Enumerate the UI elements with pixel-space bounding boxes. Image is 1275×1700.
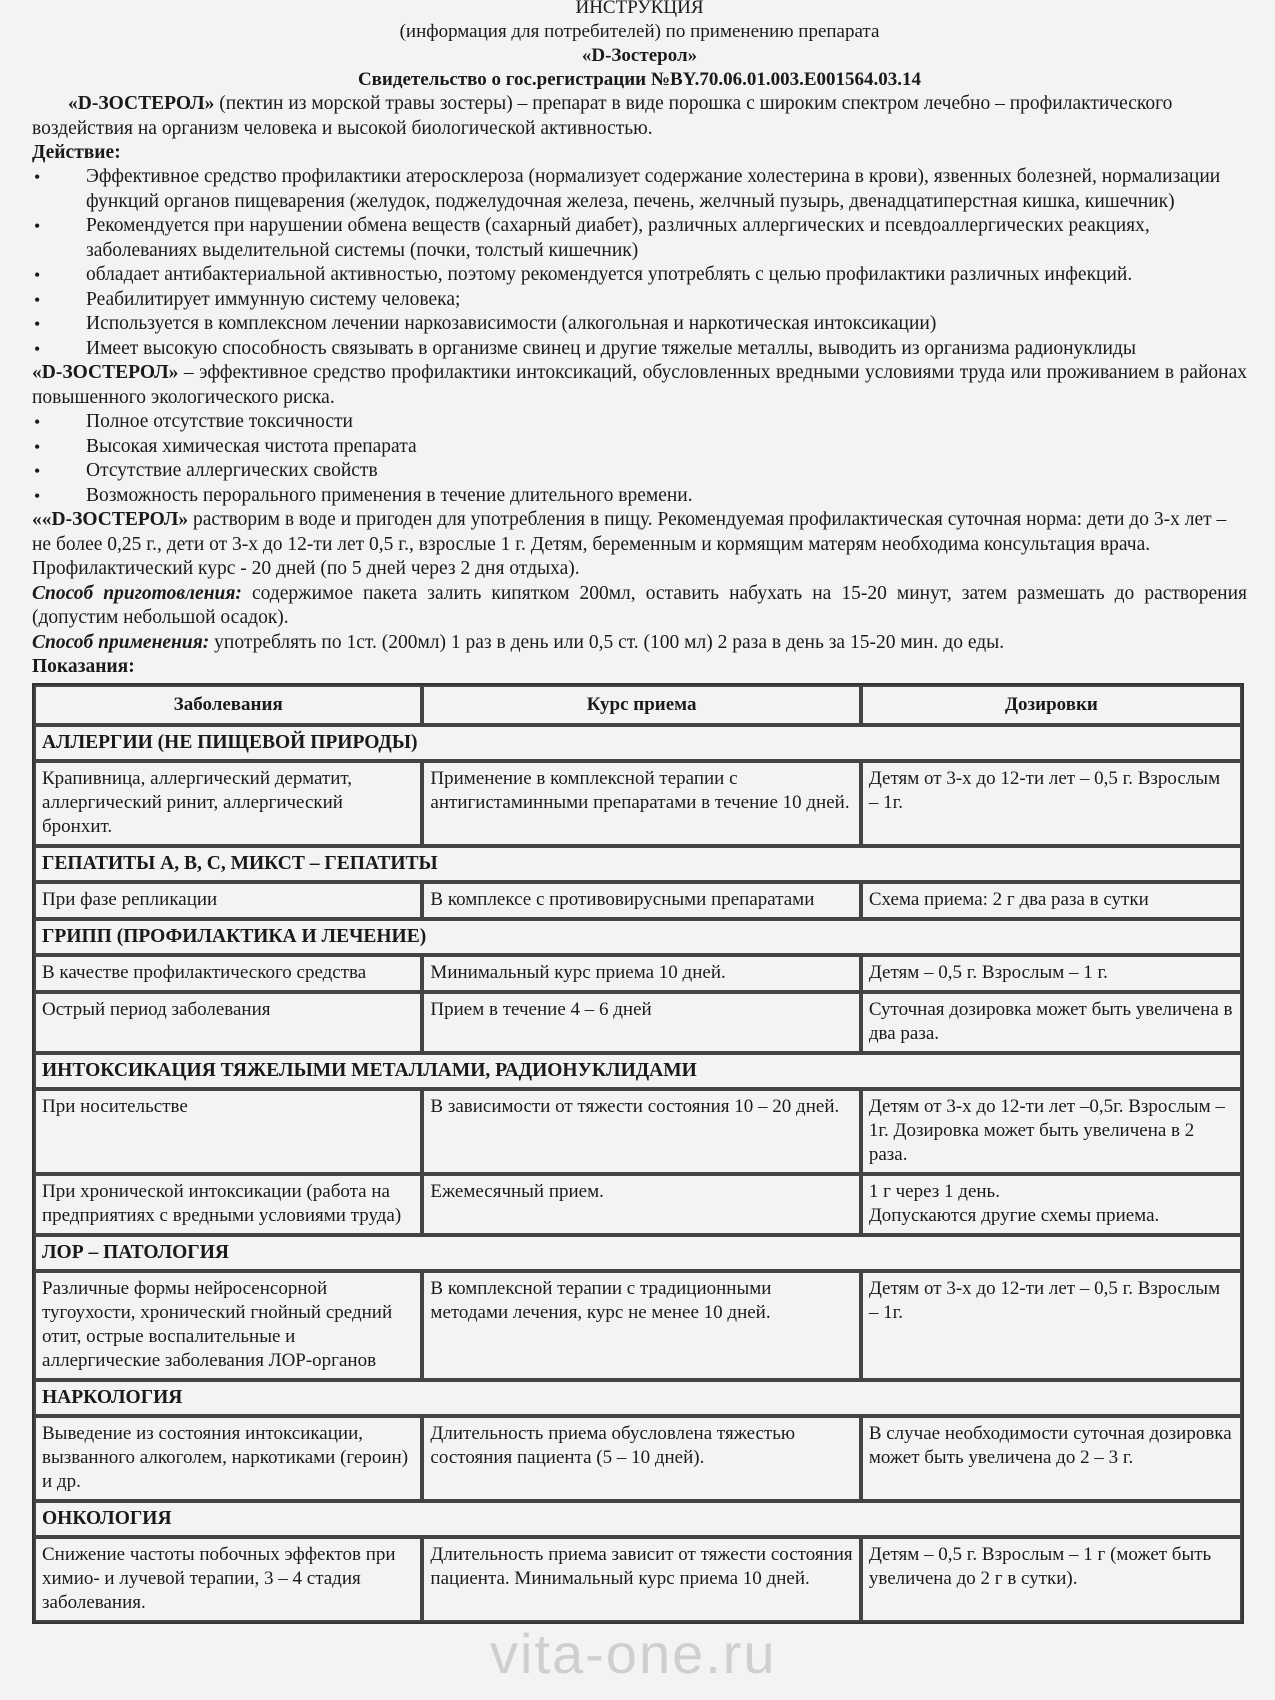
indications-table	[32, 683, 1244, 1624]
ecology-text: – эффективное средство профилактики интоксикаций, обусловленных вредными условиями труда или проживанием в районах повышенного экологического риска.	[32, 362, 1247, 408]
dosage-cell: Детям – 0,5 г. Взрослым – 1 г (может быть увеличена до 2 г в сутки).	[861, 1537, 1242, 1622]
column-header: Дозировки	[861, 685, 1242, 725]
disease-cell: При носительстве	[34, 1089, 422, 1174]
action-label: Действие:	[32, 142, 121, 163]
course-cell: В комплексе с противовирусными препаратами	[422, 882, 860, 919]
category-row	[34, 1235, 1242, 1271]
intro-text: (пектин из морской травы зостеры) – препарат в виде порошка с широким спектром лечебно – профилактического воздействия на организм человека и высокой биологической активностью.	[32, 93, 1173, 139]
preparation-label: Способ приготовления:	[32, 582, 242, 604]
action-list	[32, 165, 1247, 361]
category-title: ИНТОКСИКАЦИЯ ТЯЖЕЛЫМИ МЕТАЛЛАМИ, РАДИОНУКЛИДАМИ	[34, 1053, 1242, 1089]
course-cell: Прием в течение 4 – 6 дней	[422, 992, 860, 1053]
property-item: • Возможность перорального применения в течение длительного времени.	[32, 484, 1247, 509]
property-item: • Высокая химическая чистота препарата	[32, 435, 1247, 460]
disease-cell: Различные формы нейросенсорной тугоухости, хронический гнойный средний отит, острые воспалительные и аллергические заболевания ЛОР-органов	[34, 1271, 422, 1380]
course-cell: Длительность приема зависит от тяжести состояния пациента. Минимальный курс приема 10 дней.	[422, 1537, 860, 1622]
action-item: • Реабилитирует иммунную систему человека;	[32, 288, 1247, 313]
disease-cell: В качестве профилактического средства	[34, 955, 422, 992]
table-header-row	[34, 685, 1242, 725]
category-title: ГЕПАТИТЫ А, В, С, МИКСТ – ГЕПАТИТЫ	[34, 846, 1242, 882]
table-row	[34, 955, 1242, 992]
registration-certificate: Свидетельство о гос.регистрации №BY.70.06.01.003.E001564.03.14	[357, 69, 922, 90]
category-title: ОНКОЛОГИЯ	[34, 1501, 1242, 1537]
dosage-line: 1 г через 1 день.	[868, 1181, 1000, 1202]
table-row	[34, 1271, 1242, 1380]
action-item: • обладает антибактериальной активностью, поэтому рекомендуется употреблять с целью профилактики различных инфекций.	[32, 263, 1247, 288]
category-row	[34, 1501, 1242, 1537]
usage-paragraph	[32, 631, 1247, 656]
course-cell: Ежемесячный прием.	[422, 1174, 860, 1235]
table-row	[34, 1537, 1242, 1622]
course-cell: В комплексной терапии с традиционными методами лечения, курс не менее 10 дней.	[422, 1271, 860, 1380]
dosage-text: растворим в воде и пригоден для употребления в пищу. Рекомендуемая профилактическая суточная норма: дети до 3-х лет – не более 0,25 г., дети от 3-х до 12-ти лет 0,5 г., взрослые 1 г. Детям, беременным и кормящим матерям необходима консультация врача.	[32, 509, 1227, 555]
dosage-cell: Детям от 3-х до 12-ти лет – 0,5 г. Взрослым – 1г.	[861, 1271, 1242, 1380]
category-row	[34, 1380, 1242, 1416]
course-cell: В зависимости от тяжести состояния 10 – 20 дней.	[422, 1089, 860, 1174]
table-row	[34, 761, 1242, 846]
category-title: ЛОР – ПАТОЛОГИЯ	[34, 1235, 1242, 1271]
dosage-line: Допускаются другие схемы приема.	[868, 1205, 1160, 1226]
column-header: Заболевания	[34, 685, 422, 725]
course-paragraph: Профилактический курс - 20 дней (по 5 дней через 2 дня отдыха).	[32, 558, 580, 579]
dosage-cell: Схема приема: 2 г два раза в сутки	[861, 882, 1242, 919]
usage-text: употреблять по 1ст. (200мл) 1 раз в день или 0,5 ст. (100 мл) 2 раза в день за 15-20 мин. до еды.	[209, 631, 1005, 653]
category-row	[34, 919, 1242, 955]
dosage-brand: ««D-ЗОСТЕРОЛ»	[32, 509, 189, 530]
doc-title: ИНСТРУКЦИЯ	[575, 0, 704, 18]
properties-list	[32, 410, 1247, 508]
category-row	[34, 846, 1242, 882]
table-row	[34, 882, 1242, 919]
intro-paragraph	[32, 92, 1247, 141]
table-row	[34, 992, 1242, 1053]
preparation-paragraph	[32, 582, 1247, 631]
preparation-text: содержимое пакета залить кипятком 200мл, оставить набухать на 15-20 минут, затем размешать до растворения (допустим небольшой осадок).	[32, 582, 1247, 628]
course-cell: Применение в комплексной терапии с антигистаминными препаратами в течение 10 дней.	[422, 761, 860, 846]
disease-cell: При фазе репликации	[34, 882, 422, 919]
category-row	[34, 1053, 1242, 1089]
property-item: • Полное отсутствие токсичности	[32, 410, 1247, 435]
doc-subtitle: (информация для потребителей) по применению препарата	[399, 21, 880, 42]
disease-cell: Острый период заболевания	[34, 992, 422, 1053]
disease-cell: Крапивница, аллергический дерматит, аллергический ринит, аллергический бронхит.	[34, 761, 422, 846]
category-title: ГРИПП (ПРОФИЛАКТИКА И ЛЕЧЕНИЕ)	[34, 919, 1242, 955]
category-title: НАРКОЛОГИЯ	[34, 1380, 1242, 1416]
disease-cell: При хронической интоксикации (работа на предприятиях с вредными условиями труда)	[34, 1174, 422, 1235]
course-cell: Минимальный курс приема 10 дней.	[422, 955, 860, 992]
usage-label: Способ применения:	[32, 631, 210, 653]
product-name: «D-Зостерол»	[581, 45, 698, 66]
dosage-cell: Детям от 3-х до 12-ти лет – 0,5 г. Взрослым – 1г.	[861, 761, 1242, 846]
action-item: • Рекомендуется при нарушении обмена веществ (сахарный диабет), различных аллергических и псевдоаллергических реакциях, заболеваниях выделительной системы (почки, толстый кишечник)	[32, 214, 1247, 263]
dosage-cell	[861, 1174, 1242, 1235]
ecology-paragraph	[32, 361, 1247, 410]
action-item: • Используется в комплексном лечении наркозависимости (алкогольная и наркотическая интоксикации)	[32, 312, 1247, 337]
disease-cell: Выведение из состояния интоксикации, вызванного алкоголем, наркотиками (героин) и др.	[34, 1416, 422, 1501]
column-header: Курс приема	[422, 685, 860, 725]
dosage-cell: Суточная дозировка может быть увеличена в два раза.	[861, 992, 1242, 1053]
disease-cell: Снижение частоты побочных эффектов при химио- и лучевой терапии, 3 – 4 стадия заболевания.	[34, 1537, 422, 1622]
dosage-cell: Детям от 3-х до 12-ти лет –0,5г. Взрослым – 1г. Дозировка может быть увеличена в 2 раза.	[861, 1089, 1242, 1174]
course-cell: Длительность приема обусловлена тяжестью состояния пациента (5 – 10 дней).	[422, 1416, 860, 1501]
property-item: • Отсутствие аллергических свойств	[32, 459, 1247, 484]
ecology-brand: «D-ЗОСТЕРОЛ»	[32, 362, 179, 383]
intro-brand: «D-ЗОСТЕРОЛ»	[68, 93, 215, 114]
action-item: • Имеет высокую способность связывать в организме свинец и другие тяжелые металлы, выводить из организма радионуклиды	[32, 337, 1247, 362]
category-row	[34, 725, 1242, 761]
indications-label: Показания:	[32, 656, 135, 677]
category-title: АЛЛЕРГИИ (НЕ ПИЩЕВОЙ ПРИРОДЫ)	[34, 725, 1242, 761]
dosage-cell: Детям – 0,5 г. Взрослым – 1 г.	[861, 955, 1242, 992]
action-item: • Эффективное средство профилактики атеросклероза (нормализует содержание холестерина в крови), язвенных болезней, нормализации функций органов пищеварения (желудок, поджелудочная железа, печень, желчный пузырь, двенадцатиперстная кишка, кишечник)	[32, 165, 1247, 214]
table-row	[34, 1174, 1242, 1235]
table-row	[34, 1416, 1242, 1501]
dosage-paragraph	[32, 508, 1247, 557]
watermark: vita-one.ru	[490, 1622, 777, 1685]
table-row	[34, 1089, 1242, 1174]
dosage-cell: В случае необходимости суточная дозировка может быть увеличена до 2 – 3 г.	[861, 1416, 1242, 1501]
